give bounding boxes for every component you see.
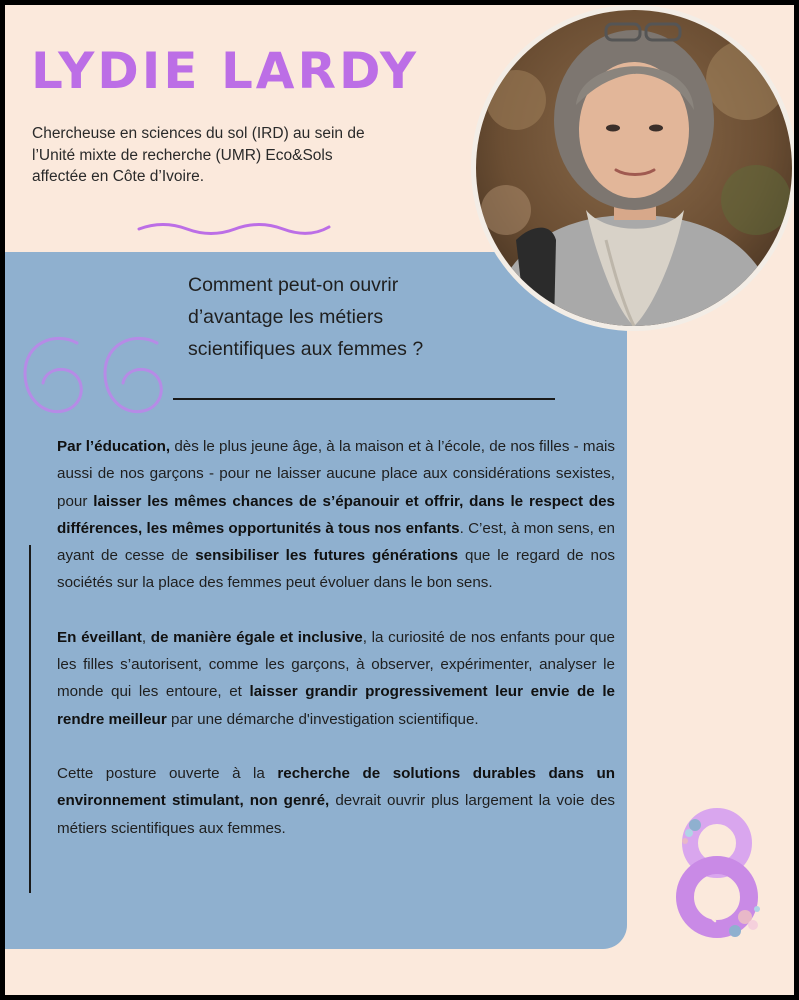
intro-line: affectée en Côte d’Ivoire. (32, 168, 205, 185)
text: , la curiosité de nos enfants pour que les filles s’autorisent, comme les garçons, à observer, expérimenter, analyser le monde qui les entoure, et (57, 628, 615, 701)
page (5, 5, 794, 995)
emphasis: Par l’éducation, (57, 438, 171, 455)
person-name: LYDIE LARDY (31, 42, 420, 100)
question-line: d’avantage les métiers (188, 306, 384, 328)
question-line: scientifiques aux femmes ? (188, 338, 424, 360)
intro-line: l’Unité mixte de recherche (UMR) Eco&Sols (32, 146, 333, 164)
text: devrait ouvrir plus largement la voie des métiers scientifiques aux femmes. (57, 792, 615, 837)
emphasis: recherche de solutions durables dans un environnement stimulant, non genré, (57, 764, 615, 810)
emphasis: En éveillant (57, 628, 142, 646)
squiggle-decoration (135, 215, 335, 239)
question-heading (188, 269, 518, 365)
opening-quote-icon (15, 323, 175, 423)
text: par une démarche d'investigation scientifique. (166, 710, 479, 728)
emphasis: sensibiliser les futures générations (195, 547, 459, 565)
question-divider (173, 398, 555, 400)
text: dès le plus jeune âge, à la maison et à l’école, de nos filles - mais aussi de nos garçons - pour ne laisser aucune place aux considérations sexistes, pour (57, 438, 615, 510)
question-line: Comment peut-on ouvrir (188, 274, 399, 296)
answer-paragraph (57, 624, 615, 733)
vertical-divider (29, 545, 31, 893)
text: , (141, 628, 151, 646)
portrait-frame (471, 5, 794, 331)
portrait-photo (476, 10, 792, 326)
emphasis: laisser grandir progressivement leur envie de le rendre meilleur (57, 683, 615, 728)
text: Cette posture ouverte à la (57, 764, 278, 782)
intro-text (32, 123, 452, 188)
emphasis: laisser les mêmes chances de s’épanouir et offrir, dans le respect des différences, les mêmes opportunités à tous nos enfants (57, 492, 616, 537)
emphasis: de manière égale et inclusive (150, 628, 363, 646)
march-8-womens-day-icon (665, 805, 775, 945)
text: que le regard de nos sociétés sur la place des femmes peut évoluer dans le bon sens. (57, 547, 616, 592)
text: . C’est, à mon sens, en ayant de cesse de (57, 519, 615, 565)
answer-paragraph (57, 760, 615, 842)
intro-line: Chercheuse en sciences du sol (IRD) au sein de (32, 125, 365, 142)
answer-text (57, 433, 615, 869)
answer-paragraph (57, 433, 615, 597)
